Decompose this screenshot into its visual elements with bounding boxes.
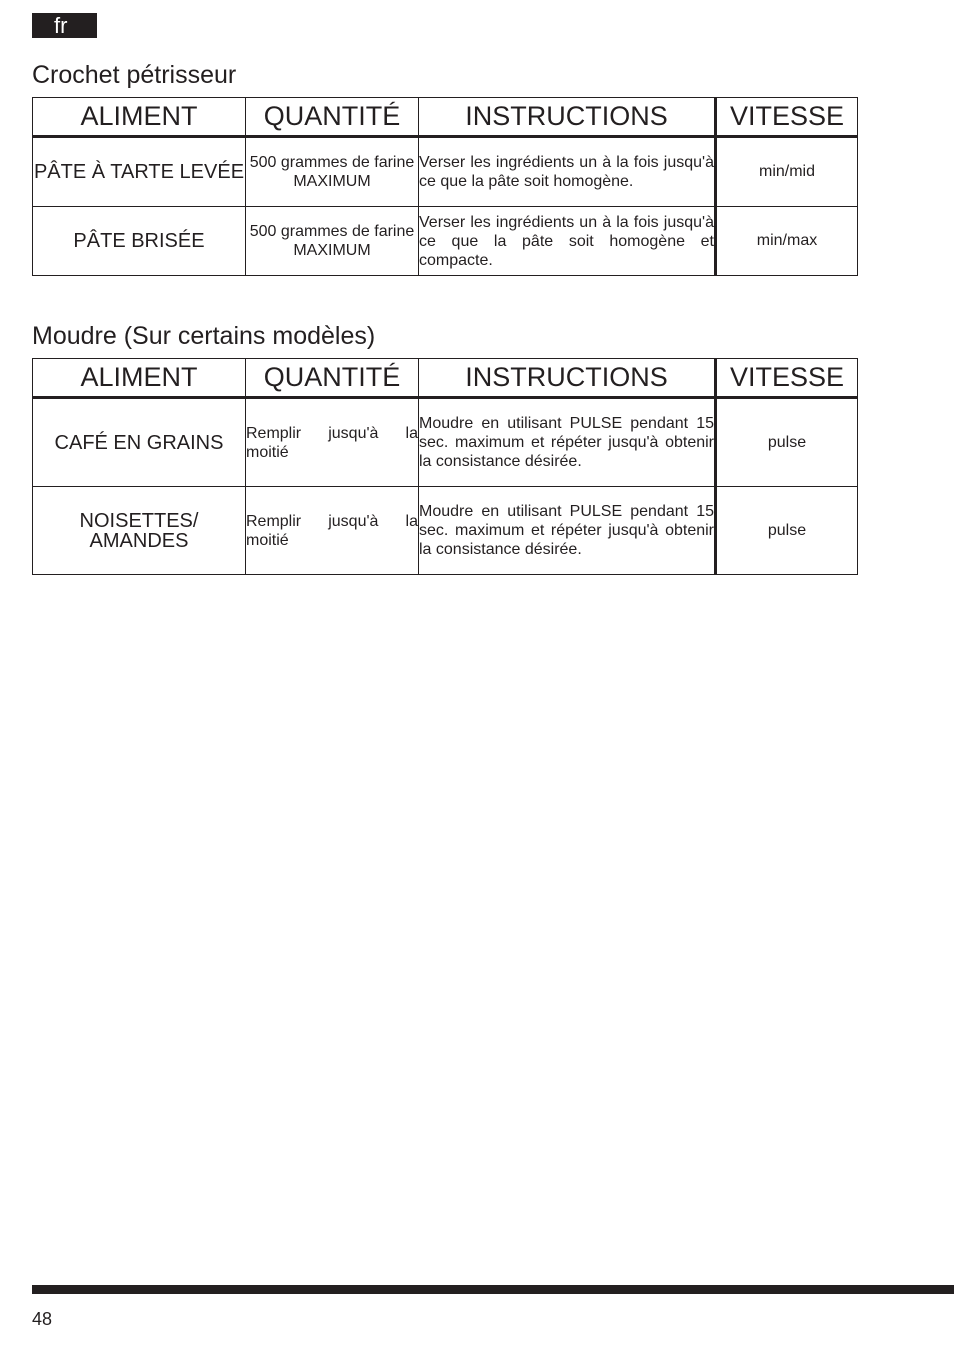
column-header-quantite: QUANTITÉ: [246, 359, 419, 398]
cell-quantite: 500 grammes de farine MAXIMUM: [246, 137, 419, 207]
cell-quantite: 500 grammes de farine MAXIMUM: [246, 207, 419, 276]
cell-vitesse: pulse: [716, 487, 858, 575]
cell-aliment: PÂTE À TARTE LEVÉE: [33, 137, 246, 207]
cell-instructions: Verser les ingrédients un à la fois jusqu'à ce que la pâte soit homogène et compacte.: [419, 207, 716, 276]
cell-instructions: Verser les ingrédients un à la fois jusqu'à ce que la pâte soit homogène.: [419, 137, 716, 207]
footer-rule: [32, 1285, 954, 1294]
table-row: [33, 137, 858, 207]
column-header-instructions: INSTRUCTIONS: [419, 359, 716, 398]
column-header-aliment: ALIMENT: [33, 359, 246, 398]
section-title-kneading-hook: Crochet pétrisseur: [32, 61, 237, 89]
table-row: [33, 487, 858, 575]
cell-vitesse: min/max: [716, 207, 858, 276]
column-header-instructions: INSTRUCTIONS: [419, 98, 716, 137]
cell-aliment: NOISETTES/ AMANDES: [33, 487, 246, 575]
column-header-quantite: QUANTITÉ: [246, 98, 419, 137]
column-header-vitesse: VITESSE: [716, 98, 858, 137]
language-badge: fr: [32, 13, 97, 38]
table-row: [33, 398, 858, 487]
section-title-grinding: Moudre (Sur certains modèles): [32, 322, 376, 350]
cell-quantite: Remplir jusqu'à la moitié: [246, 398, 419, 487]
grinding-table: [32, 358, 858, 575]
cell-aliment: PÂTE BRISÉE: [33, 207, 246, 276]
cell-instructions: Moudre en utilisant PULSE pendant 15 sec. maximum et répéter jusqu'à obtenir la consistance désirée.: [419, 398, 716, 487]
table-row: [33, 207, 858, 276]
cell-aliment: CAFÉ EN GRAINS: [33, 398, 246, 487]
cell-quantite: Remplir jusqu'à la moitié: [246, 487, 419, 575]
column-header-vitesse: VITESSE: [716, 359, 858, 398]
kneading-hook-table: [32, 97, 858, 276]
column-header-aliment: ALIMENT: [33, 98, 246, 137]
page-number: 48: [32, 1309, 53, 1329]
table-header-row: [33, 359, 858, 398]
cell-instructions: Moudre en utilisant PULSE pendant 15 sec. maximum et répéter jusqu'à obtenir la consistance désirée.: [419, 487, 716, 575]
cell-vitesse: pulse: [716, 398, 858, 487]
cell-vitesse: min/mid: [716, 137, 858, 207]
table-header-row: [33, 98, 858, 137]
